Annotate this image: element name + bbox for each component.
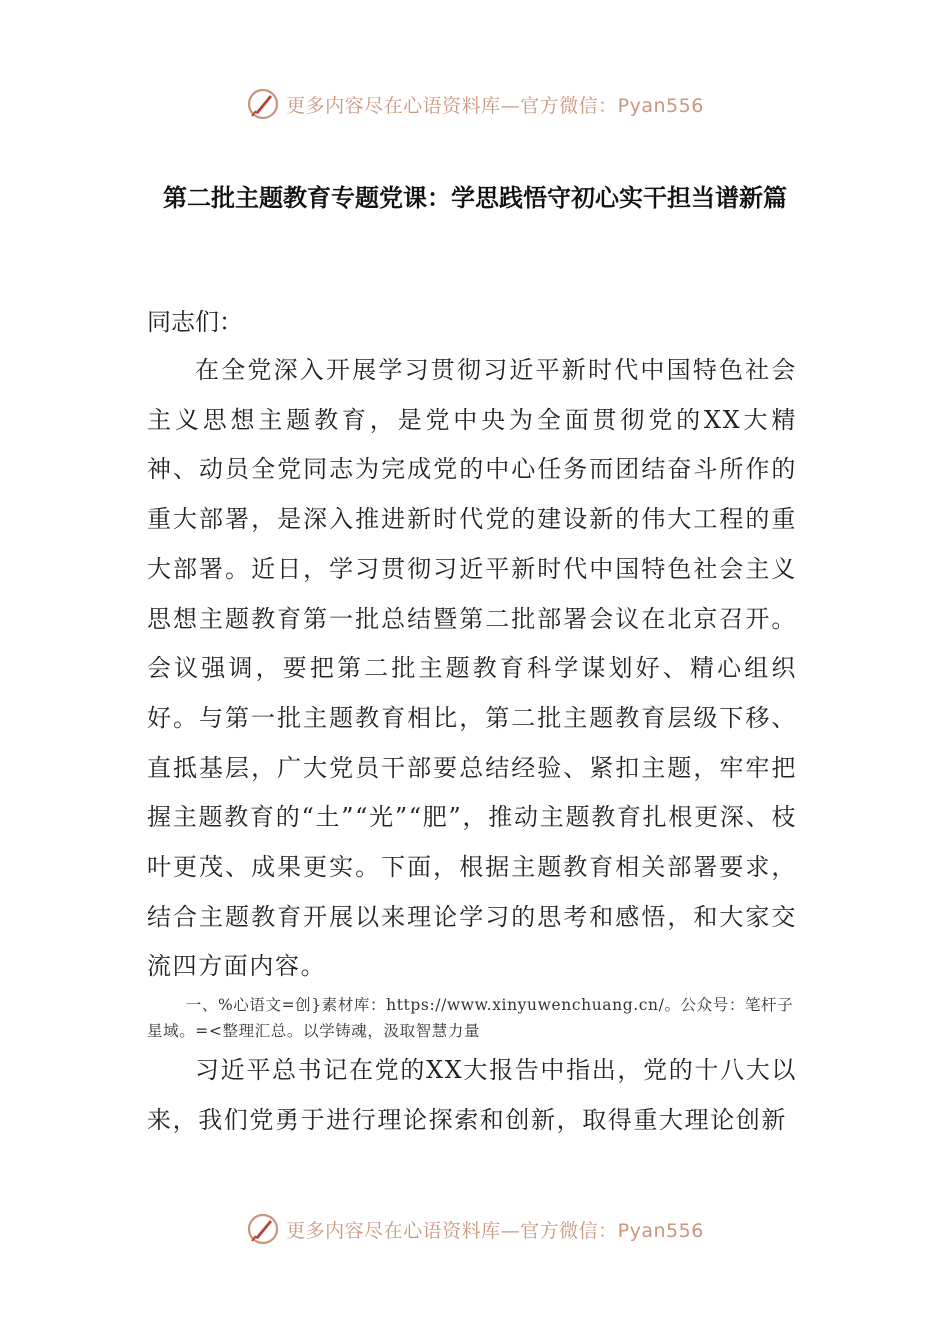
banner-text: 更多内容尽在心语资料库—官方微信：Pyan556 <box>286 94 704 117</box>
banner-text: 更多内容尽在心语资料库—官方微信：Pyan556 <box>286 1219 704 1242</box>
section-heading: 一、%心语文=创}素材库：https://www.xinyuwenchuang.cn/。公众号：笔杆子星域。=<整理汇总。以学铸魂，汲取智慧力量 <box>147 996 794 1040</box>
wechat-id: Pyan556 <box>617 1219 704 1242</box>
quill-pen-logo-icon <box>246 1212 280 1246</box>
wechat-id: Pyan556 <box>617 94 704 117</box>
header-watermark-banner <box>0 84 950 124</box>
document-title: 第二批主题教育专题党课：学思践悟守初心实干担当谱新篇 <box>163 184 787 212</box>
paragraph-2: 习近平总书记在党的XX大报告中指出，党的十八大以来，我们党勇于进行理论探索和创新，取得重大理论创新 <box>147 1056 797 1134</box>
paragraph-1: 在全党深入开展学习贯彻习近平新时代中国特色社会主义思想主题教育，是党中央为全面贯彻党的XX大精神、动员全党同志为完成党的中心任务而团结奋斗所作的重大部署，是深入推进新时代党的建设新的伟大工程的重大部署。近日，学习贯彻习近平新时代中国特色社会主义思想主题教育第一批总结暨第二批部署会议在北京召开。会议强调，要把第二批主题教育科学谋划好、精心组织好。与第一批主题教育相比，第二批主题教育层级下移、直抵基层，广大党员干部要总结经验、紧扣主题，牢牢把握主题教育的“土”“光”“肥”，推动主题教育扎根更深、枝叶更茂、成果更实。下面，根据主题教育相关部署要求，结合主题教育开展以来理论学习的思考和感悟，和大家交流四方面内容。 <box>147 356 797 981</box>
footer-watermark-banner <box>0 1209 950 1249</box>
greeting: 同志们： <box>147 308 243 336</box>
quill-pen-logo-icon <box>246 87 280 121</box>
